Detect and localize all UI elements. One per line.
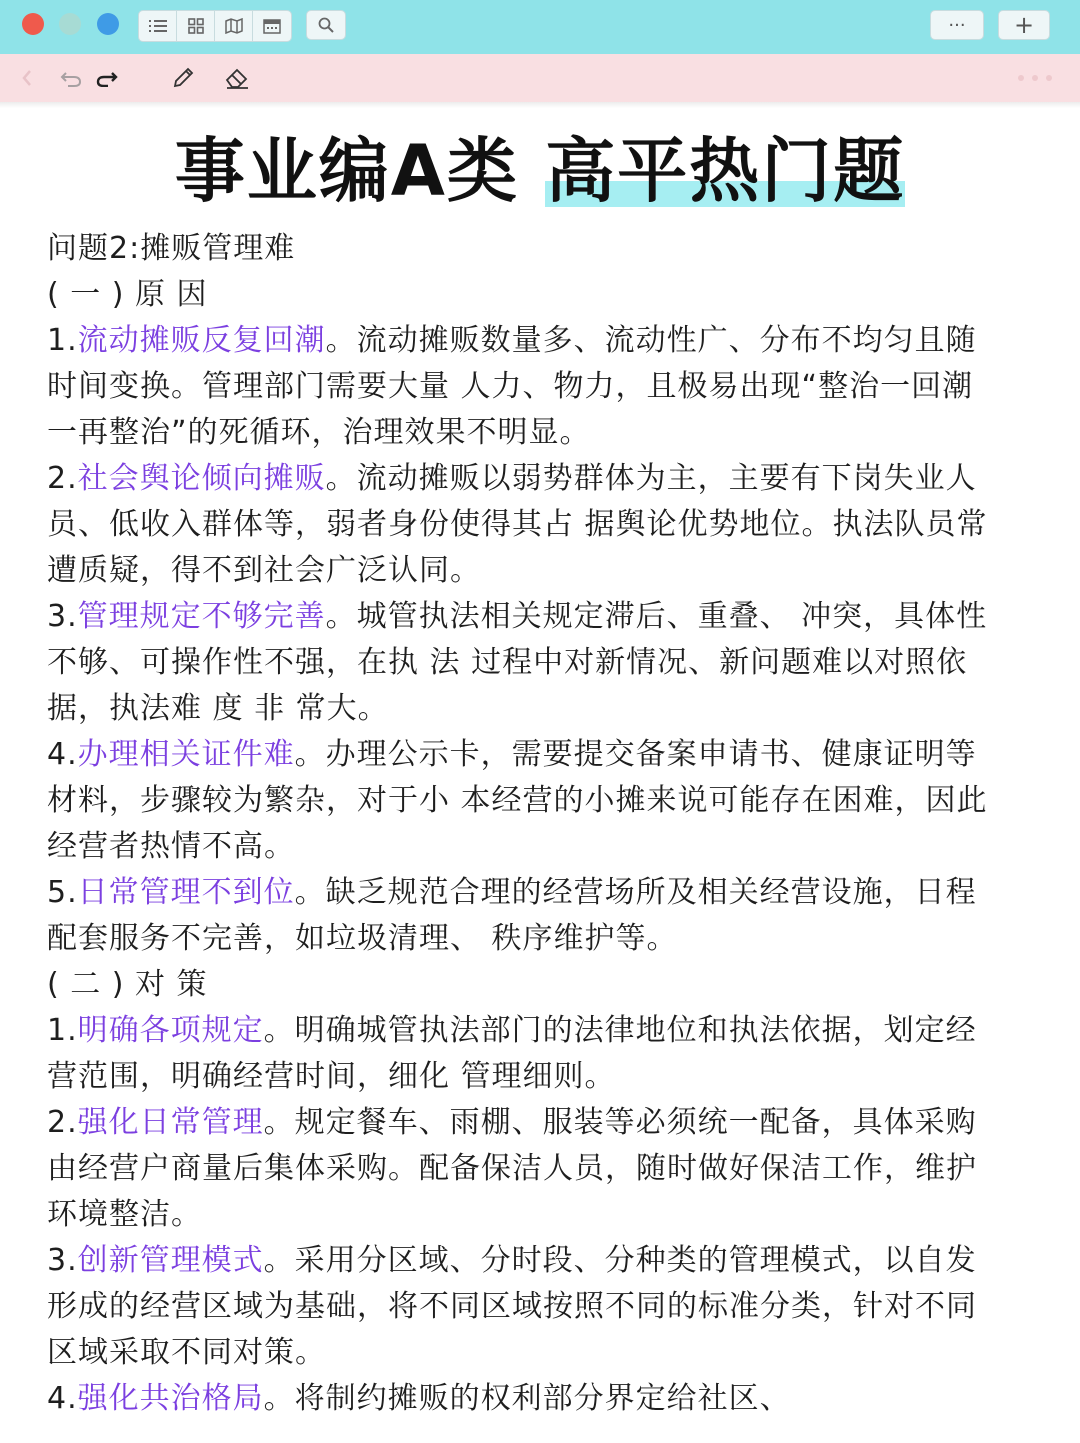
- pencil-icon: [171, 66, 195, 90]
- item-text: 。缺乏规范合理的经营场所及相关经营设施，日程: [294, 875, 977, 910]
- calendar-view-button[interactable]: [253, 11, 291, 41]
- grid-view-button[interactable]: [177, 11, 215, 41]
- item-number: 4.: [47, 737, 78, 772]
- item-number: 4.: [47, 1381, 78, 1416]
- search-icon: [318, 17, 334, 33]
- list-icon: [149, 18, 167, 34]
- map-view-button[interactable]: [215, 11, 253, 41]
- cause-item-2: [47, 456, 1037, 594]
- measure-item-2: [47, 1100, 1037, 1238]
- chevron-left-icon: [21, 69, 33, 87]
- cause-item-1: [47, 318, 1037, 456]
- section-heading-causes: ( 一 ) 原 因: [47, 277, 208, 312]
- view-mode-group: [138, 10, 292, 42]
- measure-item-3: [47, 1238, 1037, 1376]
- eraser-icon: [224, 66, 250, 90]
- item-text: 时间变换。管理部门需要大量 人力、物力，且极易出现“整治一回潮: [47, 369, 974, 404]
- item-text: 。流动摊贩以弱势群体为主，主要有下岗失业人: [325, 461, 977, 496]
- plus-icon: +: [1013, 11, 1035, 39]
- item-text: 据，执法难 度 非 常大。: [47, 691, 389, 726]
- item-text: 形成的经营区域为基础，将不同区域按照不同的标准分类，针对不同: [47, 1289, 977, 1324]
- more-button[interactable]: [930, 10, 984, 40]
- item-keyword: 管理规定不够完善: [77, 599, 326, 634]
- undo-button[interactable]: [56, 64, 86, 92]
- item-number: 5.: [47, 875, 78, 910]
- list-view-button[interactable]: [139, 11, 177, 41]
- item-keyword: 流动摊贩反复回潮: [77, 323, 326, 358]
- item-text: 。办理公示卡，需要提交备案申请书、健康证明等: [294, 737, 977, 772]
- back-button[interactable]: [16, 64, 38, 92]
- eraser-tool-button[interactable]: [222, 64, 252, 92]
- measure-item-1: [47, 1008, 1037, 1100]
- title-part-2-highlighted: 高平热门题: [545, 130, 906, 212]
- section-heading-measures: ( 二 ) 对 策: [47, 967, 208, 1002]
- map-icon: [225, 18, 243, 34]
- more-icon: ···: [948, 14, 966, 36]
- cause-item-3: [47, 594, 1037, 732]
- question-heading: 问题2:摊贩管理难: [47, 231, 296, 266]
- measure-item-4: [47, 1376, 1037, 1422]
- search-button[interactable]: [306, 10, 346, 40]
- item-keyword: 创新管理模式: [77, 1243, 264, 1278]
- item-text: 经营者热情不高。: [47, 829, 295, 864]
- item-number: 3.: [47, 599, 78, 634]
- item-text: 由经营户商量后集体采购。配备保洁人员，随时做好保洁工作，维护: [47, 1151, 977, 1186]
- item-text: 。城管执法相关规定滞后、重叠、 冲突，具体性: [325, 599, 988, 634]
- pen-tool-button[interactable]: [168, 64, 198, 92]
- item-keyword: 办理相关证件难: [77, 737, 295, 772]
- editing-toolbar: [0, 54, 1080, 102]
- close-window-button[interactable]: [22, 13, 44, 35]
- title-part-1: 事业编A类: [174, 130, 546, 212]
- grid-icon: [188, 18, 204, 34]
- item-number: 1.: [47, 323, 78, 358]
- item-text: 环境整洁。: [47, 1197, 202, 1232]
- toolbar-options-button[interactable]: [1012, 64, 1058, 92]
- item-text: 。采用分区域、分时段、分种类的管理模式，以自发: [263, 1243, 977, 1278]
- minimize-window-button[interactable]: [59, 13, 81, 35]
- item-keyword: 日常管理不到位: [77, 875, 295, 910]
- redo-button[interactable]: [92, 64, 122, 92]
- item-text: 营范围，明确经营时间，细化 管理细则。: [47, 1059, 616, 1094]
- item-text: 。将制约摊贩的权利部分界定给社区、: [263, 1381, 791, 1416]
- item-number: 2.: [47, 1105, 78, 1140]
- window-titlebar: [0, 0, 1080, 54]
- item-text: 一再整治”的死循环，治理效果不明显。: [47, 415, 591, 450]
- cause-item-4: [47, 732, 1037, 870]
- note-body: [47, 226, 1037, 1422]
- undo-icon: [60, 69, 82, 87]
- zoom-window-button[interactable]: [97, 13, 119, 35]
- item-keyword: 明确各项规定: [77, 1013, 264, 1048]
- item-keyword: 强化共治格局: [77, 1381, 264, 1416]
- page-title: [0, 128, 1080, 214]
- item-text: 遭质疑，得不到社会广泛认同。: [47, 553, 481, 588]
- calendar-icon: [263, 18, 281, 34]
- item-number: 3.: [47, 1243, 78, 1278]
- item-keyword: 强化日常管理: [77, 1105, 264, 1140]
- item-text: 。流动摊贩数量多、流动性广、分布不均匀且随: [325, 323, 977, 358]
- toolbar-shadow: [0, 102, 1080, 108]
- item-number: 1.: [47, 1013, 78, 1048]
- add-button[interactable]: [998, 10, 1050, 40]
- item-text: 。明确城管执法部门的法律地位和执法依据，划定经: [263, 1013, 977, 1048]
- item-number: 2.: [47, 461, 78, 496]
- dots-icon: [1015, 74, 1055, 82]
- item-text: 。规定餐车、雨棚、服装等必须统一配备，具体采购: [263, 1105, 977, 1140]
- item-text: 区域采取不同对策。: [47, 1335, 326, 1370]
- item-keyword: 社会舆论倾向摊贩: [77, 461, 326, 496]
- item-text: 配套服务不完善，如垃圾清理、 秩序维护等。: [47, 921, 678, 956]
- item-text: 不够、可操作性不强，在执 法 过程中对新情况、新问题难以对照依: [47, 645, 968, 680]
- item-text: 材料，步骤较为繁杂，对于小 本经营的小摊来说可能存在困难，因此: [47, 783, 988, 818]
- redo-icon: [96, 69, 118, 87]
- cause-item-5: [47, 870, 1037, 962]
- item-text: 员、低收入群体等，弱者身份使得其占 据舆论优势地位。执法队员常: [47, 507, 988, 542]
